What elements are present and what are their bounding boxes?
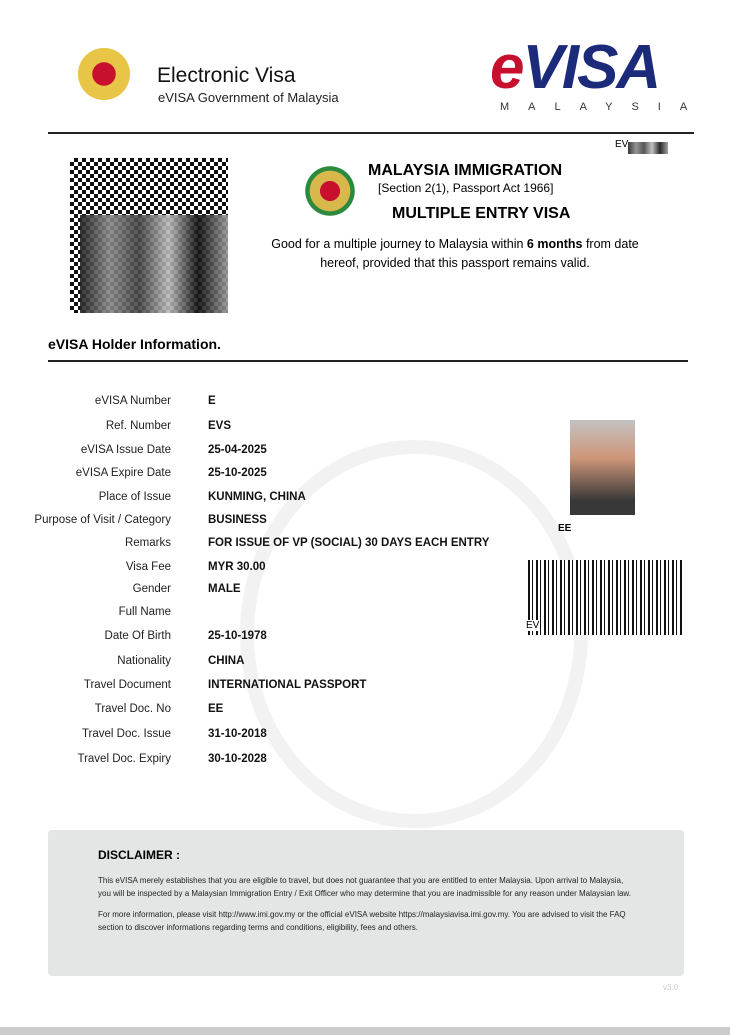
redacted-block	[80, 215, 228, 313]
field-value: MYR 30.00	[208, 561, 266, 573]
barcode-caption: EV	[526, 620, 540, 631]
version: v3.0	[663, 983, 679, 992]
field-row	[0, 395, 560, 415]
field-row	[0, 679, 560, 699]
validity-text: from date hereof, provided that this passport remains valid.	[320, 237, 639, 270]
logo-country: MALAYSIA	[500, 101, 707, 113]
field-row	[0, 728, 560, 748]
disclaimer-more-info: For more information, please visit http://www.imi.gov.my or the official eVISA website https://malaysiavisa.imi.gov.my. You are advised to visit the FAQ section to discover informations regarding terms and conditions, eligibility, fees and others.	[98, 910, 626, 932]
field-row	[0, 537, 560, 557]
visa-section: [Section 2(1), Passport Act 1966]	[378, 181, 554, 195]
photo-caption: EE	[558, 523, 572, 534]
field-row	[0, 420, 560, 440]
logo-visa: VISA	[522, 33, 660, 102]
field-label: Nationality	[117, 655, 171, 667]
field-row	[0, 606, 560, 626]
field-value: E	[208, 395, 216, 407]
field-row	[0, 583, 560, 603]
field-row	[0, 467, 560, 487]
field-value: KUNMING, CHINA	[208, 491, 306, 503]
field-row	[0, 491, 560, 511]
field-value: MALE	[208, 583, 241, 595]
field-row	[0, 753, 560, 773]
evisa-logo	[490, 33, 660, 102]
holder-photo	[570, 420, 635, 515]
disclaimer-title: DISCLAIMER :	[98, 848, 180, 862]
field-label: Visa Fee	[125, 561, 171, 573]
redacted-block	[628, 142, 668, 154]
header-title: Electronic Visa	[157, 64, 296, 87]
field-label: Purpose of Visit / Category	[34, 514, 171, 526]
field-label: Ref. Number	[105, 420, 171, 432]
barcode	[528, 560, 682, 635]
field-value: 25-10-1978	[208, 630, 267, 642]
divider	[48, 360, 688, 362]
field-value: CHINA	[208, 655, 245, 667]
field-row	[0, 703, 560, 723]
field-value: EE	[208, 703, 224, 715]
field-label: eVISA Expire Date	[75, 467, 171, 479]
field-value: 31-10-2018	[208, 728, 267, 740]
disclaimer-box	[48, 830, 684, 976]
visa-type: MULTIPLE ENTRY VISA	[392, 205, 571, 222]
field-label: Travel Document	[83, 679, 171, 691]
logo-e: e	[490, 33, 523, 102]
header-subtitle: eVISA Government of Malaysia	[158, 90, 339, 105]
field-row	[0, 561, 560, 581]
ref-prefix: EV	[615, 139, 629, 150]
field-row	[0, 655, 560, 675]
disclaimer-text: This eVISA merely establishes that you are eligible to travel, but does not guarantee that you are entitled to enter Malaysia. Upon arrival to Malaysia, you will be inspected by a Malaysian Immigration Entry / Exit Officer who may determine that you are inadmissible for any reason under Malaysian law.	[98, 876, 631, 898]
field-row	[0, 514, 560, 534]
field-row	[0, 444, 560, 464]
field-row	[0, 630, 560, 650]
field-label: Travel Doc. Expiry	[77, 753, 171, 765]
field-value: INTERNATIONAL PASSPORT	[208, 679, 367, 691]
field-label: Date Of Birth	[104, 630, 171, 642]
field-label: Place of Issue	[98, 491, 171, 503]
field-label: Full Name	[118, 606, 171, 618]
field-value: 25-04-2025	[208, 444, 267, 456]
field-label: Travel Doc. No	[94, 703, 171, 715]
footer-bar	[0, 1027, 730, 1035]
immigration-emblem-icon	[300, 158, 360, 224]
field-label: eVISA Issue Date	[80, 444, 171, 456]
visa-authority: MALAYSIA IMMIGRATION	[368, 162, 563, 179]
field-value: 30-10-2028	[208, 753, 267, 765]
malaysia-coat-of-arms-icon	[58, 40, 150, 108]
field-label: Remarks	[124, 537, 171, 549]
field-value: BUSINESS	[208, 514, 267, 526]
field-value: EVS	[208, 420, 232, 432]
field-value: 25-10-2025	[208, 467, 267, 479]
visa-validity	[270, 235, 640, 273]
divider	[48, 132, 694, 134]
field-value: FOR ISSUE OF VP (SOCIAL) 30 DAYS EACH ENTRY	[208, 537, 490, 549]
holder-heading: eVISA Holder Information.	[48, 336, 221, 352]
field-label: Gender	[132, 583, 171, 595]
validity-period: 6 months	[526, 237, 583, 251]
field-label: eVISA Number	[94, 395, 171, 407]
validity-text: Good for a multiple journey to Malaysia within	[271, 237, 527, 251]
field-label: Travel Doc. Issue	[81, 728, 171, 740]
